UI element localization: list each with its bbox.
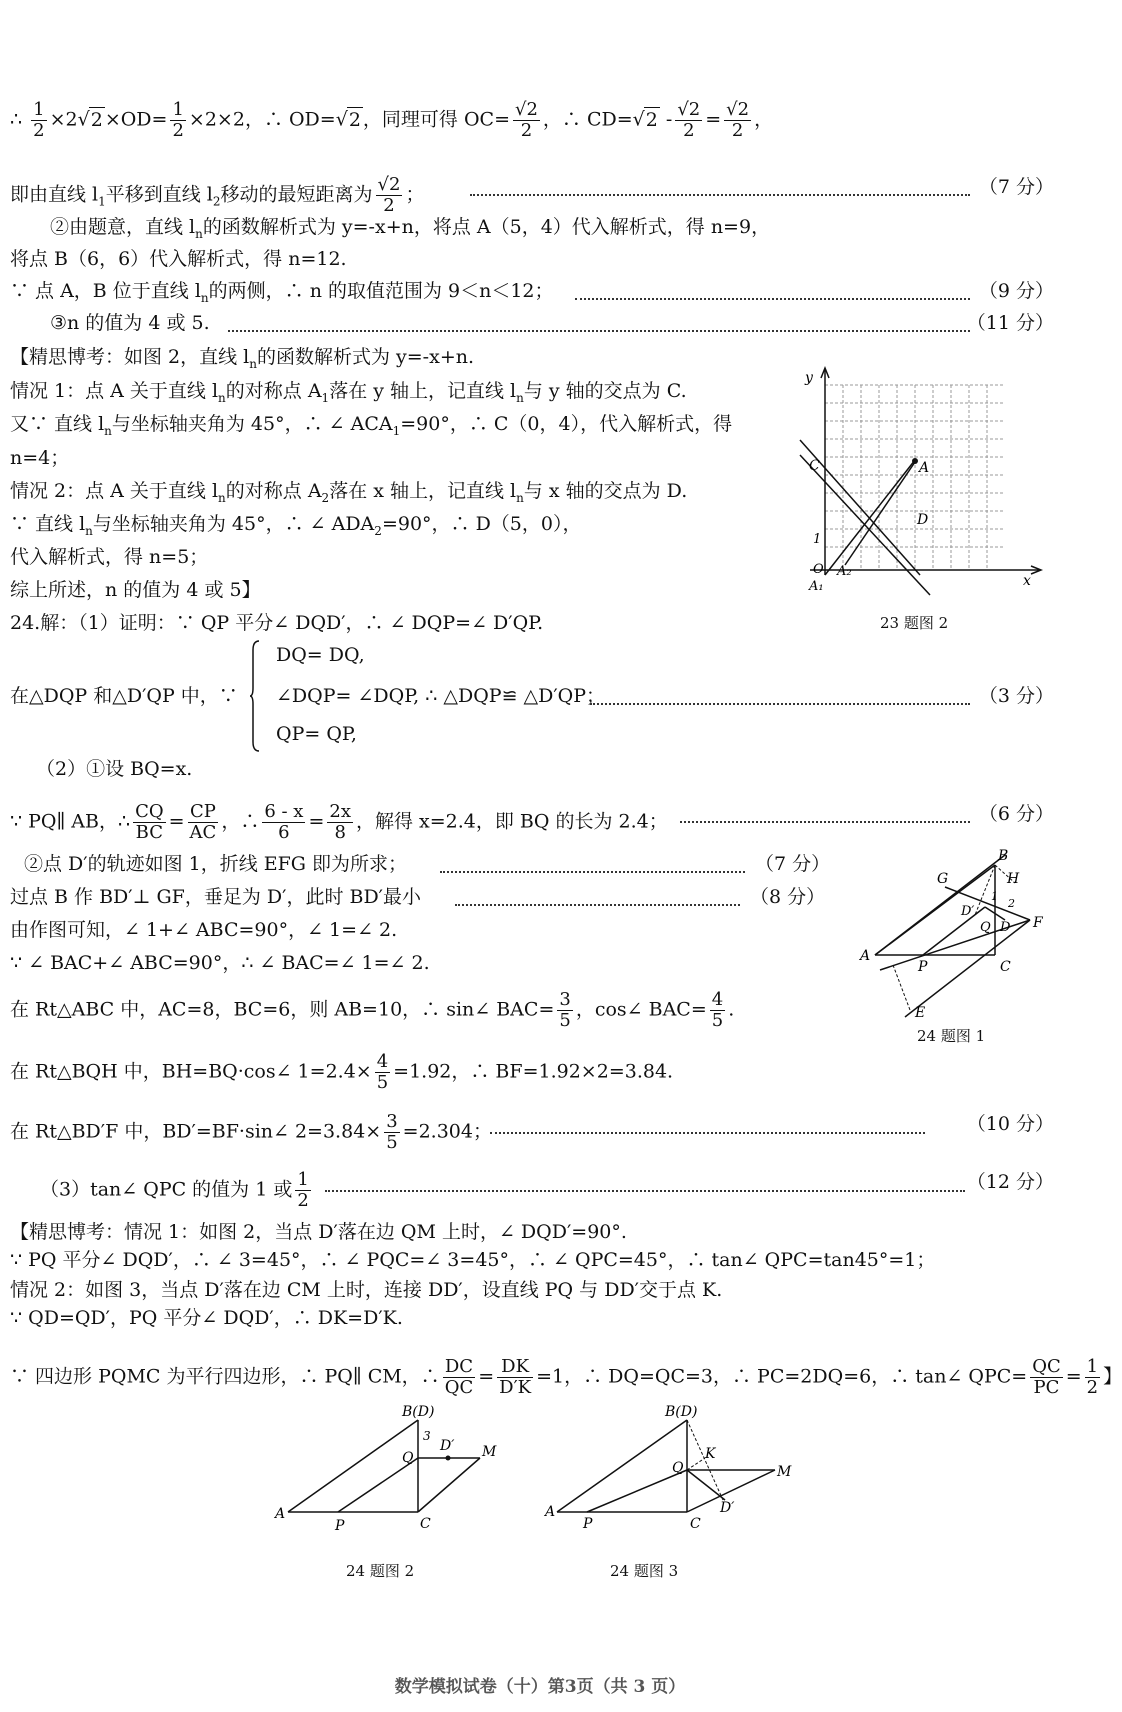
svg-text:G: G <box>937 871 949 887</box>
line-24-3: （3）tan∠ QPC 的值为 1 或 $\frac{1}{2}$ <box>40 1169 309 1211</box>
svg-text:Q: Q <box>980 920 991 935</box>
text: ×2 <box>49 108 78 131</box>
svg-text:D′: D′ <box>720 1500 735 1516</box>
svg-text:Q: Q <box>402 1450 414 1466</box>
eq-row: ∠DQP= ∠DQP, ∴ △DQP≌ △D′QP； <box>276 685 606 707</box>
svg-text:H: H <box>1007 871 1020 887</box>
svg-text:3: 3 <box>423 1429 431 1443</box>
line-b: 将点 B（6，6）代入解析式，得 n=12. <box>10 248 347 270</box>
text: ×2×2，∴ OD= <box>188 108 336 131</box>
figure-24-3 <box>545 1400 805 1550</box>
svg-text:C: C <box>809 458 820 474</box>
svg-text:1: 1 <box>991 890 998 903</box>
svg-text:M: M <box>482 1444 497 1460</box>
frac-half: $\frac{1}{2}$ <box>33 99 45 141</box>
line-bq: ∵ PQ∥ AB，∴ $\frac{CQ}{BC}$ = $\frac{CP}{AC}$ ，∴ $\frac{6 - x}{6}$ = $\frac{2x}{8}$ ，解得 x=2.4，即 BQ 的长为 2.4； <box>10 801 668 843</box>
line-24-1: 24.解：（1）证明：∵ QP 平分∠ DQD′，∴ ∠ DQP=∠ D′QP. <box>10 612 544 634</box>
score: （7 分） <box>755 853 831 875</box>
line-conclusion: 综上所述，n 的值为 4 或 5】 <box>10 579 261 601</box>
text: ×OD= <box>104 108 168 131</box>
leader-dots <box>440 869 745 873</box>
frac-half: $\frac{1}{2}$ <box>172 99 184 141</box>
line-congruent: 在△DQP 和△D′QP 中，∵ <box>10 685 238 707</box>
caption-24-1: 24 题图 1 <box>917 1027 986 1045</box>
svg-text:y: y <box>805 370 813 386</box>
svg-text:A: A <box>860 948 871 964</box>
svg-text:2: 2 <box>1008 897 1015 910</box>
svg-text:P: P <box>335 1518 345 1534</box>
line-angle1: 由作图可知，∠ 1+∠ ABC=90°，∠ 1=∠ 2. <box>10 919 398 941</box>
svg-text:A: A <box>545 1504 556 1520</box>
eq-row: QP= QP, <box>276 723 357 745</box>
score: （12 分） <box>966 1171 1054 1193</box>
svg-text:C: C <box>420 1516 431 1532</box>
score: （11 分） <box>966 312 1054 334</box>
line-24-2: （2）①设 BQ=x. <box>36 758 193 780</box>
leader-dots <box>680 819 970 823</box>
score: （3 分） <box>978 685 1054 707</box>
svg-text:Q: Q <box>672 1460 684 1476</box>
caption-24-2: 24 题图 2 <box>346 1562 415 1580</box>
leader-dots <box>228 328 970 332</box>
score: （7 分） <box>978 176 1054 198</box>
frac-r2: $\frac{√2}{2}$ <box>677 99 701 141</box>
leader-dots <box>325 1188 965 1192</box>
svg-text:M: M <box>777 1464 792 1480</box>
leader-dots <box>590 701 970 705</box>
text: ，同理可得 OC= <box>362 108 510 131</box>
line-case1: 情况 1：点 A 关于直线 $l_n$的对称点 $A_1$落在 y 轴上，记直线 $l_n$与 y 轴的交点为 C. <box>10 380 687 405</box>
line-range: ∵ 点 A，B 位于直线 $l_n$的两侧，∴ n 的取值范围为 9＜n＜12； <box>10 280 554 305</box>
svg-text:F: F <box>1033 915 1043 931</box>
line-note2b: ∵ PQ 平分∠ DQD′，∴ ∠ 3=45°，∴ ∠ PQC=∠ 3=45°，∴ ∠ QPC=45°，∴ tan∠ QPC=tan45°=1； <box>10 1249 936 1271</box>
caption-23-2: 23 题图 2 <box>880 614 949 632</box>
line-note2e: ∵ 四边形 PQMC 为平行四边形，∴ PQ∥ CM，∴ $\frac{DC}{QC}$ = $\frac{DK}{D'K}$ =1，∴ DQ=QC=3，∴ PC=2DQ=6，∴ tan∠ QPC= $\frac{QC}{PC}$ = $\frac{1}{2}$ 】 <box>10 1356 1122 1398</box>
line-case1b: 又∵ 直线 $l_n$与坐标轴夹角为 45°，∴ ∠ $ACA_1=90^\circ$，∴ C（0，4），代入解析式，得 <box>10 413 733 438</box>
leader-dots <box>575 296 970 300</box>
leader-dots <box>470 192 970 196</box>
frac-r2: $\frac{√2}{2}$ <box>377 174 401 216</box>
caption-24-3: 24 题图 3 <box>610 1562 679 1580</box>
svg-text:x: x <box>1023 573 1031 589</box>
svg-text:A₁: A₁ <box>809 579 824 594</box>
frac-r2: $\frac{√2}{2}$ <box>726 99 750 141</box>
svg-text:D′: D′ <box>961 904 975 919</box>
figure-23-2 <box>795 360 1050 600</box>
score: （10 分） <box>966 1113 1054 1135</box>
line-note: 【精思博考：如图 2，直线 $l_n$的函数解析式为 y=-x+n. <box>10 346 475 371</box>
score: （8 分） <box>750 886 826 908</box>
svg-text:C: C <box>690 1516 701 1532</box>
svg-text:A: A <box>275 1506 286 1522</box>
svg-text:B: B <box>998 848 1009 864</box>
line-note2c: 情况 2：如图 3，当点 D′落在边 CM 上时，连接 DD′，设直线 PQ 与 DD′交于点 K. <box>10 1279 723 1301</box>
line-step3: ③n 的值为 4 或 5. <box>50 312 210 334</box>
svg-text:D′: D′ <box>440 1438 455 1454</box>
line-step2: ②由题意，直线 $l_n$的函数解析式为 y=-x+n，将点 A（5，4）代入解析式，得 n=9， <box>50 216 771 241</box>
score: （6 分） <box>978 803 1054 825</box>
svg-text:D: D <box>1000 920 1011 935</box>
svg-text:K: K <box>705 1446 716 1462</box>
line-bh: 在 Rt△BQH 中，BH=BQ·cos∠ 1=2.4× $\frac{4}{5}$ =1.92，∴ BF=1.92×2=3.84. <box>10 1051 674 1093</box>
line-angle2: ∵ ∠ BAC+∠ ABC=90°，∴ ∠ BAC=∠ 1=∠ 2. <box>10 952 430 974</box>
svg-text:A₂: A₂ <box>837 564 852 579</box>
line-case2c: 代入解析式，得 n=5； <box>10 546 209 568</box>
line-bd: 在 Rt△BD′F 中，BD′=BF·sin∠ 2=3.84× $\frac{3}{5}$ =2.304； <box>10 1111 492 1153</box>
svg-text:P: P <box>583 1516 593 1532</box>
leader-dots <box>490 1130 925 1134</box>
svg-text:A: A <box>919 460 930 476</box>
svg-text:O: O <box>813 562 824 577</box>
line-note2: 【精思博考：情况 1：如图 2，当点 D′落在边 QM 上时，∠ DQD′=90°. <box>10 1221 627 1243</box>
line-sin-cos: 在 Rt△ABC 中，AC=8，BC=6，则 AB=10，∴ sin∠ BAC= $\frac{3}{5}$ ，cos∠ BAC= $\frac{4}{5}$ . <box>10 989 735 1031</box>
figure-24-2 <box>270 1400 510 1550</box>
leader-dots <box>455 902 740 906</box>
page-footer: 数学模拟试卷（十）第3页（共 3 页） <box>394 1677 686 1697</box>
line-perp: 过点 B 作 BD′⊥ GF，垂足为 D′，此时 BD′最小 <box>10 886 421 908</box>
svg-text:1: 1 <box>813 532 822 547</box>
brace-icon <box>250 640 260 752</box>
eq-row: DQ= DQ, <box>276 644 365 666</box>
text: ，∴ CD= <box>542 108 633 131</box>
score: （9 分） <box>978 280 1054 302</box>
svg-text:B(D): B(D) <box>665 1404 698 1420</box>
line-case1c: n=4； <box>10 447 70 469</box>
text: ∴ <box>10 108 23 131</box>
line-case2b: ∵ 直线 $l_n$与坐标轴夹角为 45°，∴ ∠ $ADA_2=90^\circ$，∴ D（5，0）， <box>10 513 582 538</box>
line-note2d: ∵ QD=QD′，PQ 平分∠ DQD′，∴ DK=D′K. <box>10 1307 403 1329</box>
figure-24-1 <box>855 845 1055 1020</box>
line-case2: 情况 2：点 A 关于直线 $l_n$的对称点 $A_2$落在 x 轴上，记直线 $l_n$与 x 轴的交点为 D. <box>10 480 688 505</box>
svg-text:B(D): B(D) <box>402 1404 435 1420</box>
svg-text:E: E <box>915 1005 926 1021</box>
line-shortest-distance: 即由直线 $l_1$平移到直线 $l_2$移动的最短距离为 $\frac{√2}{2}$ ； <box>10 174 425 216</box>
svg-text:C: C <box>1000 959 1011 975</box>
line-trajectory: ②点 D′的轨迹如图 1，折线 EFG 即为所求； <box>24 853 408 875</box>
svg-text:P: P <box>918 959 928 975</box>
frac-r2: $\frac{√2}{2}$ <box>515 99 538 141</box>
line-od-calc: ∴ $\frac{1}{2}$ ×2√2 ×OD= $\frac{1}{2}$ ×2×2，∴ OD=√2 ，同理可得 OC= $\frac{√2}{2}$ ，∴ CD=√2 - $\frac{√2}{2}$ = $\frac{√2}{2}$ ， <box>10 99 774 141</box>
svg-text:D: D <box>917 512 929 528</box>
sqrt: 2 <box>90 108 103 131</box>
